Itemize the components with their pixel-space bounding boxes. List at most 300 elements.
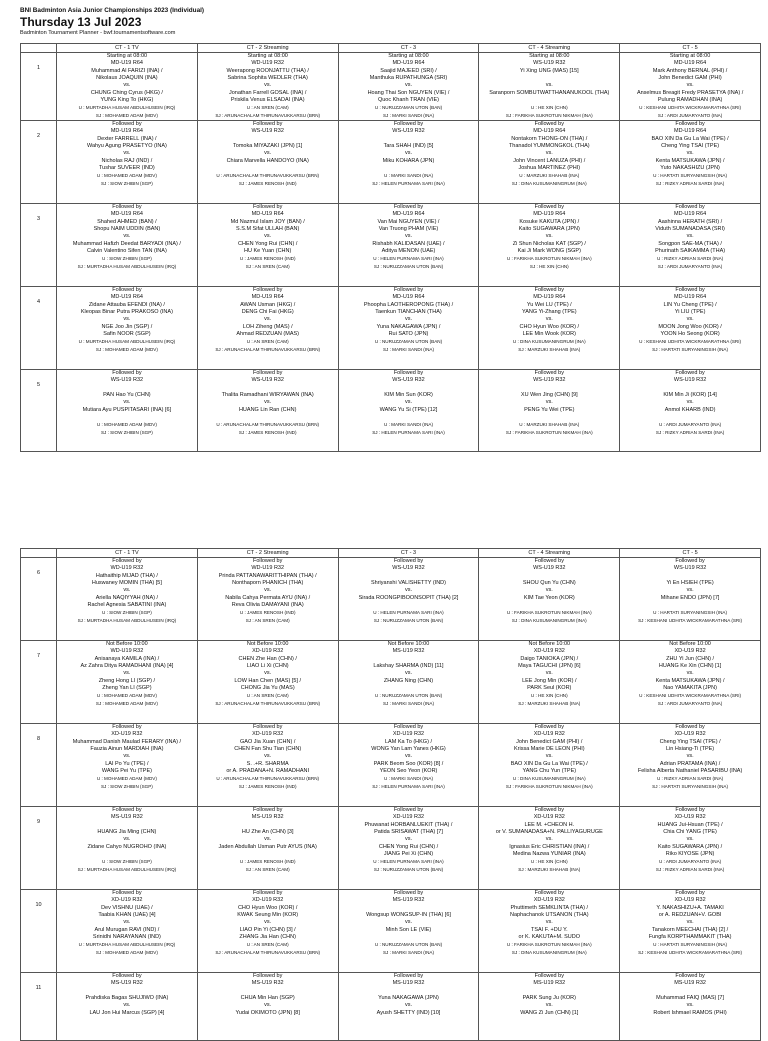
match-number: 1 bbox=[36, 65, 41, 71]
player-line: Tushar SUVEER (IND) bbox=[99, 165, 155, 172]
match-cell bbox=[57, 121, 198, 204]
official-line: SJ : AN SREN (CAM) bbox=[245, 263, 290, 269]
match-time: Followed by bbox=[534, 890, 564, 896]
player-line: Ignasius Eric CHRISTIAN (INA) / bbox=[509, 843, 590, 850]
player-line: Dexter FARRELL (INA) / bbox=[97, 135, 157, 142]
table-row bbox=[21, 973, 761, 1041]
official-line: SJ : JAMES RENOSH (IND) bbox=[238, 180, 297, 186]
official-line: U : SIOW ZHIBIN (SGP) bbox=[102, 610, 152, 616]
player-line: Anselmus Breagit Fredy PRASETYA (INA) / bbox=[636, 89, 744, 96]
player-line: Thanadol YUMMONGKOL (THA) bbox=[508, 143, 590, 150]
official-line: SJ : HARTATI SURYANINGSIH (INA) bbox=[652, 783, 729, 789]
official-line: SJ : NURUZZAMAN UTON (BAN) bbox=[373, 866, 444, 872]
player-line: Songpon SAE-MA (THA) / bbox=[658, 240, 722, 247]
match-time: Followed by bbox=[675, 807, 705, 813]
official-line: SJ : ARUNACHALAM THIRUNAVUKKARSU (BRN) bbox=[215, 949, 321, 955]
player-line: Anmol KHARB (IND) bbox=[664, 406, 716, 413]
player-line: LIAO Li Xi (CHN) bbox=[246, 663, 289, 670]
official-line: SJ : DINA KUSUMANINGRUM (INA) bbox=[511, 617, 587, 623]
player-line: Nabila Cahya Permata AYU (INA) / bbox=[225, 594, 311, 601]
match-event: MD-U19 R64 bbox=[533, 294, 566, 301]
match-cell bbox=[197, 641, 338, 724]
match-cell bbox=[338, 370, 479, 452]
player-line: Sirada ROONGPIBOONSOPIT (THA) [2] bbox=[358, 594, 459, 601]
court-header: CT - 2 Streaming bbox=[197, 44, 338, 53]
player-line bbox=[479, 385, 619, 392]
versus-label: vs. bbox=[545, 316, 553, 323]
official-line: SJ : MOHAMED ADAM (MDV) bbox=[95, 346, 158, 352]
player-line: Dev VISHNU (UAE) / bbox=[101, 904, 153, 911]
match-cell bbox=[338, 890, 479, 973]
official-line: SJ : MURTADHA HUSAM ABDULHUSEIN (IRQ) bbox=[77, 866, 177, 872]
player-line: or K. KAKUTA+M. SUDO bbox=[518, 934, 581, 941]
official-line: U : MARKI SANDI (INA) bbox=[383, 422, 433, 428]
player-line: Ayush SHETTY (IND) [10] bbox=[376, 1009, 441, 1016]
official-line: SJ : RIZKY ADRIAN SARDI (INA) bbox=[655, 866, 725, 872]
versus-label: vs. bbox=[264, 587, 272, 594]
player-line bbox=[57, 822, 197, 829]
match-time: Followed by bbox=[112, 724, 142, 730]
player-line: Krissa Marie DE LEON (PHI) bbox=[513, 746, 585, 753]
match-number-cell bbox=[21, 287, 57, 370]
versus-label: vs. bbox=[545, 82, 553, 89]
player-line: Quoc Khanh TRAN (VIE) bbox=[377, 97, 440, 104]
official-line: U : FARIKHA SUKROTUN NIKMAH (INA) bbox=[506, 256, 592, 262]
match-cell bbox=[479, 121, 620, 204]
player-line: John Benedict GAM (PHI) / bbox=[516, 738, 583, 745]
match-time: Followed by bbox=[253, 287, 283, 293]
match-cell bbox=[338, 641, 479, 724]
match-time: Followed by bbox=[393, 807, 424, 813]
player-line: Felisha Alberta Nathaniel PASARIBU (INA) bbox=[637, 768, 743, 775]
match-cell bbox=[620, 641, 761, 724]
versus-label: vs. bbox=[264, 82, 272, 89]
match-number: 5 bbox=[36, 382, 41, 388]
player-line: LIN Yu Cheng (TPE) / bbox=[663, 301, 717, 308]
match-cell bbox=[479, 370, 620, 452]
official-line bbox=[57, 1024, 197, 1031]
player-line: Safin NOOR (SGP) bbox=[103, 331, 151, 338]
player-line: Rui SATO (JPN) bbox=[388, 331, 429, 338]
official-line: SJ : KESHANI UDHITA WICKRAMARATHNA (SRI) bbox=[638, 617, 743, 623]
player-line: or A. REDZUAN+V. GOBI bbox=[658, 912, 722, 919]
player-line: Prinda PATTANAWARITTHIPAN (THA) / bbox=[218, 572, 317, 579]
official-line: U : ARDI JUMARYANTO (INA) bbox=[658, 422, 722, 428]
official-line: SJ : RIZKY ADRIAN SARDI (INA) bbox=[655, 429, 725, 435]
player-line bbox=[620, 1017, 760, 1024]
match-cell bbox=[57, 370, 198, 452]
match-event: WS-U19 R32 bbox=[533, 377, 566, 384]
player-line: Zheng Yan LI (SGP) bbox=[102, 685, 152, 692]
match-number: 2 bbox=[36, 133, 41, 139]
player-line: Mutiara Ayu PUSPITASARI (INA) [6] bbox=[82, 406, 172, 413]
match-time: Starting at 08:00 bbox=[247, 53, 288, 59]
official-line: U : SIOW ZHIBIN (SGP) bbox=[102, 859, 152, 865]
official-line: U : AN SREN (CAM) bbox=[246, 693, 289, 699]
match-time: Followed by bbox=[675, 204, 705, 210]
match-event: MD-U19 R64 bbox=[392, 294, 425, 301]
match-cell bbox=[57, 558, 198, 641]
player-line: LAU Jon Hui Marcus (SGP) [4] bbox=[89, 1009, 165, 1016]
player-line bbox=[339, 165, 479, 172]
official-line: SJ : NURUZZAMAN UTON (BAN) bbox=[373, 617, 444, 623]
table-row bbox=[21, 641, 761, 724]
match-cell bbox=[620, 121, 761, 204]
player-line: Naphachanok UTSANON (THA) bbox=[510, 912, 589, 919]
match-cell bbox=[57, 53, 198, 121]
match-cell bbox=[620, 287, 761, 370]
player-line: Yuna NAKAGAWA (JPN) / bbox=[376, 323, 441, 330]
official-line: U : HELEN PURNAMA SARI (INA) bbox=[373, 859, 444, 865]
match-number-cell bbox=[21, 204, 57, 287]
match-event: MS-U19 R32 bbox=[111, 814, 143, 821]
match-time: Followed by bbox=[675, 370, 705, 376]
player-line bbox=[339, 136, 479, 143]
player-line: BAO XIN Da Gu La Wai (TPE) / bbox=[651, 135, 729, 142]
official-line: SJ : HARTATI SURYANINGSIH (INA) bbox=[652, 346, 729, 352]
player-line: Aashinna HERATH (SRI) / bbox=[658, 218, 723, 225]
versus-label: vs. bbox=[264, 399, 272, 406]
versus-label: vs. bbox=[686, 399, 694, 406]
official-line: U : RIZKY ADRIAN SARDI (INA) bbox=[656, 776, 724, 782]
versus-label: vs. bbox=[686, 587, 694, 594]
player-line: BAO XIN Da Gu La Wai (TPE) / bbox=[510, 760, 588, 767]
official-line: SJ : ARUNACHALAM THIRUNAVUKKARSU (BRN) bbox=[215, 700, 321, 706]
match-event: WD-U19 R32 bbox=[110, 648, 144, 655]
player-line: CHONG Jia Yu (MAS) bbox=[240, 685, 295, 692]
official-line: U : ARUNACHALAM THIRUNAVUKKARSU (BRN) bbox=[216, 776, 320, 782]
player-line: Aditya MENON (UAE) bbox=[381, 248, 436, 255]
player-line: Zidane Attauba EFENDI (INA) / bbox=[88, 301, 165, 308]
match-cell bbox=[197, 890, 338, 973]
official-line: U : DINA KUSUMANINGRUM (INA) bbox=[512, 776, 586, 782]
versus-label: vs. bbox=[404, 82, 412, 89]
player-line bbox=[339, 656, 479, 663]
versus-label: vs. bbox=[686, 1002, 694, 1009]
player-line: LEE Min Wook (KOR) bbox=[522, 331, 576, 338]
official-line: SJ : HELEN PURNAMA SARI (INA) bbox=[372, 783, 445, 789]
versus-label: vs. bbox=[264, 1002, 272, 1009]
player-line: PARK Seul (KOR) bbox=[527, 685, 572, 692]
event-title: BNI Badminton Asia Junior Championships 2023 (Individual) bbox=[20, 7, 205, 14]
player-line: ZHU Yi Jun (CHN) / bbox=[666, 655, 715, 662]
player-line: Phoopha LAOTHEROPONG (THA) / bbox=[363, 301, 454, 308]
match-cell bbox=[338, 807, 479, 890]
player-line: Shopu NAIM UDDIN (BAN) bbox=[93, 226, 161, 233]
official-line: U : AN SREN (CAM) bbox=[246, 942, 289, 948]
player-line: Kai Ji Mark WONG (SGP) bbox=[517, 248, 581, 255]
player-line: Yuna NAKAGAWA (JPN) bbox=[378, 995, 439, 1002]
official-line: SJ : HELEN PURNAMA SARI (INA) bbox=[372, 180, 445, 186]
player-line: Joshua MARTINEZ (PHI) bbox=[518, 165, 581, 172]
versus-label: vs. bbox=[686, 316, 694, 323]
player-line bbox=[198, 385, 338, 392]
player-line: WANG Pei Yu (TPE) bbox=[101, 768, 152, 775]
match-number: 10 bbox=[35, 902, 42, 908]
player-line bbox=[620, 988, 760, 995]
match-time: Followed by bbox=[393, 724, 424, 730]
match-time: Followed by bbox=[675, 973, 705, 979]
versus-label: vs. bbox=[545, 836, 553, 843]
match-time: Starting at 08:00 bbox=[669, 53, 711, 59]
match-cell bbox=[479, 724, 620, 807]
versus-label: vs. bbox=[404, 399, 412, 406]
official-line: SJ : ARUNACHALAM THIRUNAVUKKARSU (BRN) bbox=[215, 346, 321, 352]
official-line: SJ : AN SREN (CAM) bbox=[245, 617, 290, 623]
match-event: MS-U19 R32 bbox=[392, 648, 425, 655]
match-number-cell bbox=[21, 890, 57, 973]
official-line: U : KESHANI UDHITA WICKRAMARATHNA (SRI) bbox=[639, 105, 742, 111]
versus-label: vs. bbox=[545, 1002, 553, 1009]
match-event: MD-U19 R64 bbox=[533, 128, 566, 135]
official-line: SJ : ARUNACHALAM THIRUNAVUKKARSU (BRN) bbox=[215, 112, 321, 118]
official-line: SJ : MOHAMED ADAM (MDV) bbox=[95, 112, 158, 118]
player-line: Lin Hsiang-Ti (TPE) bbox=[666, 746, 715, 753]
player-line bbox=[198, 822, 338, 829]
official-line: SJ : MOHAMED ADAM (MDV) bbox=[95, 700, 158, 706]
court-header: CT - 5 bbox=[620, 44, 761, 53]
player-line: Yuto NAKASHIZU (JPN) bbox=[660, 165, 720, 172]
match-event: MD-U19 R64 bbox=[110, 211, 143, 218]
versus-label: vs. bbox=[404, 587, 412, 594]
match-event: WD-U19 R32 bbox=[110, 565, 144, 572]
official-line: SJ : MOHAMED ADAM (MDV) bbox=[95, 949, 158, 955]
official-line: SJ : ARDI JUMARYANTO (INA) bbox=[657, 112, 723, 118]
player-line: KIM Min Sun (KOR) bbox=[384, 392, 433, 399]
table-row bbox=[21, 204, 761, 287]
match-time: Followed by bbox=[393, 890, 424, 896]
match-time: Followed by bbox=[253, 724, 283, 730]
versus-label: vs. bbox=[686, 919, 694, 926]
match-cell bbox=[57, 204, 198, 287]
match-time: Followed by bbox=[253, 807, 283, 813]
versus-label: vs. bbox=[404, 919, 412, 926]
player-line: John Vincent LANUZA (PHI) / bbox=[513, 157, 586, 164]
match-event: MD-U19 R64 bbox=[251, 294, 284, 301]
versus-label: vs. bbox=[404, 753, 412, 760]
player-line: GAO Jia Xuan (CHN) / bbox=[240, 738, 296, 745]
versus-label: vs. bbox=[545, 587, 553, 594]
player-line: Anisanaya KAMILA (INA) / bbox=[94, 655, 160, 662]
match-event: XD-U19 R32 bbox=[674, 897, 706, 904]
match-cell bbox=[338, 53, 479, 121]
player-line: Van Mai NGUYEN (VIE) / bbox=[377, 218, 440, 225]
official-line: U : HELEN PURNAMA SARI (INA) bbox=[373, 610, 444, 616]
player-line: Mihane ENDO (JPN) [7] bbox=[660, 594, 720, 601]
player-line: Chia Chi YANG (TPE) bbox=[663, 829, 717, 836]
player-line: SHOU Qun Yu (CHN) bbox=[522, 580, 576, 587]
player-line: Az Zahra Ditya RAMADHANI (INA) [4] bbox=[80, 663, 174, 670]
court-header: CT - 4 Streaming bbox=[479, 549, 620, 558]
player-line: Manthuka RUPATHUNGA (SRI) bbox=[369, 75, 448, 82]
player-line: Weerapong ROONJATTU (THA) / bbox=[226, 67, 309, 74]
player-line bbox=[620, 602, 760, 609]
versus-label: vs. bbox=[404, 316, 412, 323]
official-line bbox=[620, 1024, 760, 1031]
match-event: XD-U19 R32 bbox=[252, 731, 284, 738]
player-line: Kosuke KAKUTA (JPN) / bbox=[519, 218, 580, 225]
player-line: Rishabh KALIDASAN (UAE) / bbox=[372, 240, 445, 247]
match-cell bbox=[197, 370, 338, 452]
player-line: YOON Ho Seong (KOR) bbox=[660, 331, 720, 338]
player-line: Daigo TANIOKA (JPN) / bbox=[520, 655, 579, 662]
court-header: CT - 4 Streaming bbox=[479, 44, 620, 53]
official-line: U : FARIKHA SUKROTUN NIKMAH (INA) bbox=[506, 942, 592, 948]
official-line bbox=[479, 1024, 619, 1031]
official-line: U : ARUNACHALAM THIRUNAVUKKARSU (BRN) bbox=[216, 173, 320, 179]
official-line: SJ : MARKI SANDI (INA) bbox=[382, 700, 435, 706]
match-cell bbox=[338, 558, 479, 641]
player-line: KIM Min Ji (KOR) [14] bbox=[663, 392, 717, 399]
match-time: Followed by bbox=[253, 121, 283, 127]
player-line: Kaito SUGAWARA (JPN) / bbox=[658, 843, 723, 850]
player-line: ZHANG Jia Han (CHN) bbox=[239, 934, 296, 941]
official-line: U : ARUNACHALAM THIRUNAVUKKARSU (BRN) bbox=[216, 422, 320, 428]
player-line: Pulung RAMADHAN (INA) bbox=[657, 97, 723, 104]
player-line: Muhammad Danish Maulad FERARY (INA) / bbox=[72, 738, 182, 745]
player-line bbox=[339, 414, 479, 421]
player-line: Kenta MATSUKAWA (JPN) / bbox=[655, 677, 725, 684]
player-line bbox=[57, 851, 197, 858]
player-line: Kenta MATSUKAWA (JPN) / bbox=[655, 157, 725, 164]
versus-label: vs. bbox=[123, 316, 131, 323]
player-line: DENG Chi Fai (HKG) bbox=[241, 309, 294, 316]
player-line bbox=[339, 905, 479, 912]
official-line: U : FARIKHA SUKROTUN NIKMAH (INA) bbox=[506, 610, 592, 616]
match-cell bbox=[620, 724, 761, 807]
match-time: Followed by bbox=[675, 724, 705, 730]
court-header: CT - 1 TV bbox=[57, 549, 198, 558]
player-line: Taabia KHAN (UAE) [4] bbox=[98, 912, 156, 919]
match-event: XD-U19 R32 bbox=[252, 648, 284, 655]
match-event: MD-U19 R64 bbox=[674, 60, 707, 67]
player-line: Ahmad REDZUAN (MAS) bbox=[236, 331, 300, 338]
match-cell bbox=[620, 807, 761, 890]
match-number: 7 bbox=[36, 653, 41, 659]
player-line: Medina Nazwa YUNIAR (INA) bbox=[512, 851, 586, 858]
court-header: CT - 1 TV bbox=[57, 44, 198, 53]
match-time: Followed by bbox=[112, 370, 142, 376]
player-line: CHUA Min Han (SGP) bbox=[240, 995, 295, 1002]
match-time: Followed by bbox=[534, 807, 564, 813]
player-line: WANG Zi Jun (CHN) [1] bbox=[520, 1009, 579, 1016]
match-number-cell bbox=[21, 724, 57, 807]
versus-label: vs. bbox=[404, 670, 412, 677]
player-line: Nao YAMAKITA (JPN) bbox=[663, 685, 717, 692]
match-event: MD-U19 R64 bbox=[251, 211, 284, 218]
versus-label: vs. bbox=[545, 150, 553, 157]
player-line bbox=[479, 97, 619, 104]
match-time: Followed by bbox=[253, 370, 283, 376]
official-line: U : MURTADHA HUSAM ABDULHUSEIN (IRQ) bbox=[78, 942, 176, 948]
match-number: 8 bbox=[36, 736, 41, 742]
player-line: Huswaney MOMIN (THA) [5] bbox=[91, 580, 162, 587]
match-number-cell bbox=[21, 558, 57, 641]
match-time: Followed by bbox=[112, 973, 142, 979]
match-cell bbox=[57, 287, 198, 370]
player-line bbox=[339, 573, 479, 580]
official-line: U : NURUZZAMAN UTON (BAN) bbox=[374, 942, 443, 948]
match-cell bbox=[479, 53, 620, 121]
player-line: HU Zhe An (CHN) [3] bbox=[241, 829, 294, 836]
player-line: Tanakorn MEECHAI (THA) [2] / bbox=[652, 926, 729, 933]
player-line: Muhammad Al FARIZI (INA) / bbox=[91, 67, 163, 74]
player-line: Zidane Cahyo NUGROHO (INA) bbox=[87, 843, 167, 850]
player-line: Arul Murugan RAVI (IND) / bbox=[94, 926, 160, 933]
player-line: NGE Joo Jin (SGP) / bbox=[101, 323, 153, 330]
player-line: Md Nazmul Islam JOY (BAN) / bbox=[230, 218, 305, 225]
player-line: Tomoka MIYAZAKI (JPN) [1] bbox=[233, 143, 303, 150]
player-line bbox=[339, 685, 479, 692]
player-line bbox=[339, 934, 479, 941]
match-event: MS-U19 R32 bbox=[251, 980, 284, 987]
official-line: U : MARKI SANDI (INA) bbox=[383, 776, 433, 782]
official-line: U : DINA KUSUMANINGRUM (INA) bbox=[512, 339, 586, 345]
player-line: Adrian PRATAMA (INA) / bbox=[659, 760, 721, 767]
official-line: U : KESHANI UDHITA WICKRAMARATHNA (SRI) bbox=[639, 339, 742, 345]
match-cell bbox=[57, 973, 198, 1041]
match-event: XD-U19 R32 bbox=[533, 731, 565, 738]
match-time: Followed by bbox=[675, 558, 705, 564]
official-line: U : MARZUKI SHAHAB (INA) bbox=[519, 422, 580, 428]
player-line: CHEN Yong Rui (CHN) / bbox=[378, 843, 439, 850]
official-line: SJ : MURTADHA HUSAM ABDULHUSEIN (IRQ) bbox=[77, 263, 177, 269]
player-line: Shahed AHMED (BAN) / bbox=[97, 218, 157, 225]
official-line: SJ : HELEN PURNAMA SARI (INA) bbox=[372, 429, 445, 435]
match-cell bbox=[197, 53, 338, 121]
match-cell bbox=[338, 204, 479, 287]
player-line: Prahdiska Bagas SHUJIWO (INA) bbox=[85, 995, 169, 1002]
player-line: Minh Son LE (VIE) bbox=[385, 926, 432, 933]
player-line bbox=[620, 414, 760, 421]
official-line: SJ : FARIKHA SUKROTUN NIKMAH (INA) bbox=[505, 783, 593, 789]
player-line: ZHANG Ning (CHN) bbox=[383, 677, 434, 684]
player-line bbox=[620, 573, 760, 580]
match-event: WS-U19 R32 bbox=[392, 377, 425, 384]
official-line: U : MOHAMED ADAM (MDV) bbox=[96, 776, 157, 782]
match-event: MD-U19 R64 bbox=[533, 211, 566, 218]
player-line: AWAN Usman (HKG) / bbox=[240, 301, 296, 308]
court-header: CT - 3 bbox=[338, 549, 479, 558]
player-line bbox=[479, 573, 619, 580]
official-line: SJ : ARDI JUMARYANTO (INA) bbox=[657, 700, 723, 706]
player-line: CHUNG Ching Cyrus (HKG) / bbox=[90, 89, 163, 96]
player-line bbox=[479, 1017, 619, 1024]
player-line bbox=[339, 1017, 479, 1024]
versus-label: vs. bbox=[123, 82, 131, 89]
player-line: Nontakorn THONG-ON (THA) / bbox=[511, 135, 588, 142]
player-line: or V. SUMANADASA+N. PALLIYAGURUGE bbox=[495, 829, 603, 836]
official-line: SJ : ARDI JUMARYANTO (INA) bbox=[657, 263, 723, 269]
player-line: Wahyu Agung PRASETYO (INA) bbox=[86, 143, 167, 150]
player-line: Wongsup WONGSUP-IN (THA) [6] bbox=[366, 912, 451, 919]
versus-label: vs. bbox=[123, 919, 131, 926]
match-time: Starting at 08:00 bbox=[529, 53, 570, 59]
table-row bbox=[21, 370, 761, 452]
official-line: SJ : KESHANI UDHITA WICKRAMARATHNA (SRI) bbox=[638, 949, 743, 955]
player-line: Riko KIYOSE (JPN) bbox=[665, 851, 715, 858]
court-header-row bbox=[21, 549, 761, 558]
versus-label: vs. bbox=[686, 82, 694, 89]
match-cell bbox=[197, 287, 338, 370]
match-time: Followed by bbox=[393, 558, 424, 564]
match-event: WS-U19 R32 bbox=[673, 565, 707, 572]
official-line: U : JAMES RENOSH (IND) bbox=[239, 256, 296, 262]
versus-label: vs. bbox=[123, 670, 131, 677]
player-line bbox=[339, 988, 479, 995]
player-line bbox=[339, 385, 479, 392]
official-line: U : MURTADHA HUSAM ABDULHUSEIN (IRQ) bbox=[78, 339, 176, 345]
